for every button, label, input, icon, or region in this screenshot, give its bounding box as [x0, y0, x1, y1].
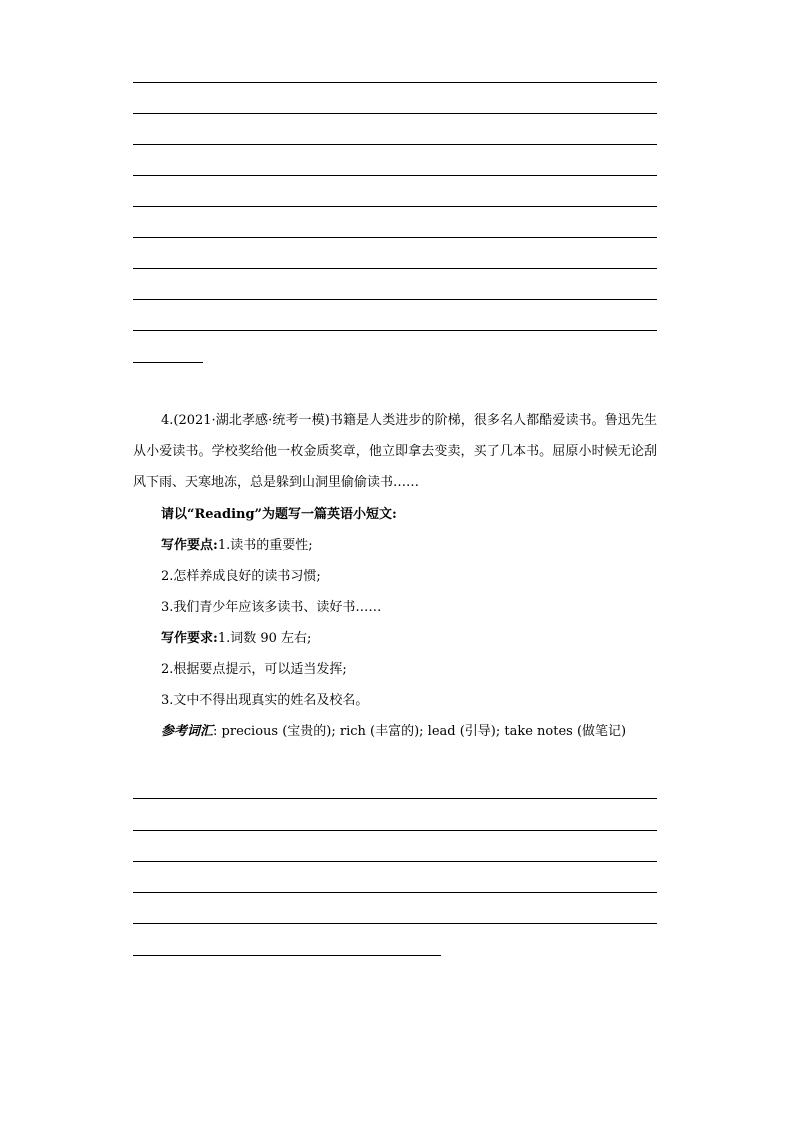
requirement-item: 2.根据要点提示，可以适当发挥;	[161, 662, 347, 677]
points-line	[161, 530, 691, 561]
answer-line[interactable]	[133, 82, 657, 83]
question-instruction: 请以“Reading”为题写一篇英语小短文:	[161, 507, 397, 522]
requirements-line	[161, 623, 691, 654]
answer-line[interactable]	[133, 175, 657, 176]
answer-line[interactable]	[133, 268, 657, 269]
requirement-item: 1.词数 90 左右;	[217, 631, 312, 646]
answer-line[interactable]	[133, 144, 657, 145]
point-item: 3.我们青少年应该多读书、读好书……	[161, 600, 382, 615]
answer-line[interactable]	[133, 923, 657, 924]
requirement-item: 3.文中不得出现真实的姓名及校名。	[161, 693, 369, 708]
answer-line[interactable]	[133, 299, 657, 300]
points-label: 写作要点:	[161, 538, 218, 553]
answer-line[interactable]	[133, 798, 657, 799]
answer-line[interactable]	[133, 206, 657, 207]
question-source: (2021·湖北孝感·统考一模)	[173, 413, 330, 428]
requirements-label: 写作要求:	[161, 631, 218, 646]
vocab-label: 参考词汇	[161, 724, 214, 739]
question-intro-text: 书籍是人类进步的阶梯，很多名人都酷爱读书。鲁迅先生从小爱读书。学校奖给他一枚金质奖章，他立即拿去变卖，买了几本书。屈原小时候无论刮风下雨、天寒地冻，总是躲到山洞里偷偷读书……	[133, 413, 657, 490]
point-item: 1.读书的重要性;	[217, 538, 313, 553]
question-number: 4.	[161, 413, 174, 428]
answer-line[interactable]	[133, 330, 657, 331]
point-item: 2.怎样养成良好的读书习惯;	[161, 569, 321, 584]
answer-line[interactable]	[133, 861, 657, 862]
answer-line-short[interactable]	[133, 362, 203, 363]
vocab-text: : precious (宝贵的); rich (丰富的); lead (引导); take notes (做笔记)	[213, 724, 627, 739]
question-intro	[133, 405, 657, 498]
answer-line[interactable]	[133, 892, 657, 893]
answer-line[interactable]	[133, 830, 657, 831]
answer-line[interactable]	[133, 237, 657, 238]
vocab-paragraph	[133, 716, 657, 747]
answer-line[interactable]	[133, 113, 657, 114]
answer-line-short[interactable]	[133, 955, 441, 956]
